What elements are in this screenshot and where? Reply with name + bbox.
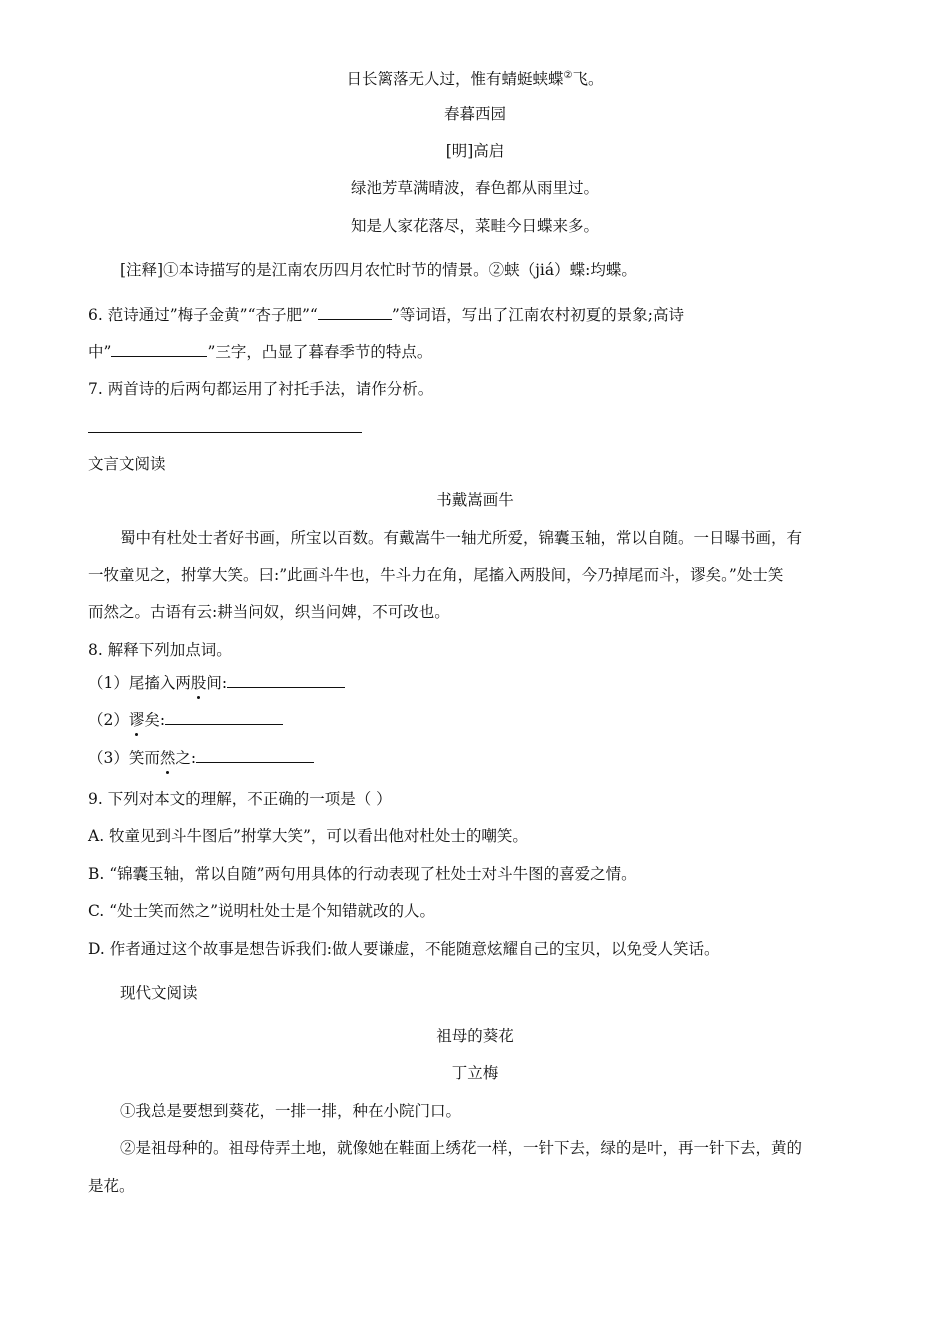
modern-paragraph-2-line1: ②是祖母种的。祖母侍弄土地，就像她在鞋面上绣花一样，一针下去，绿的是叶，再一针下去，黄的 [120,1139,803,1157]
classical-title: 书戴嵩画牛 [436,491,514,509]
classical-para-line3: 而然之。古语有云:耕当问奴，织当问婢，不可改也。 [88,603,450,621]
question-7: 7. 两首诗的后两句都运用了衬托手法，请作分析。 [88,380,434,398]
section-heading-modern: 现代文阅读 [120,984,198,1002]
question-6-line1: 6. 范诗通过”梅子金黄”“杏子肥”“ ”等词语，写出了江南农村初夏的景象;高诗 [88,306,684,324]
modern-title: 祖母的葵花 [436,1027,514,1045]
answer-blank[interactable] [318,304,392,320]
answer-blank[interactable] [111,341,207,357]
poem1-line: 日长篱落无人过，惟有蜻蜓蛱蝶②飞。 [346,70,604,88]
option-b[interactable]: B. “锦囊玉轴，常以自随”两句用具体的行动表现了杜处士对斗牛图的喜爱之情。 [88,865,637,883]
option-d[interactable]: D. 作者通过这个故事是想告诉我们:做人要谦虚，不能随意炫耀自己的宝贝，以免受人笑话。 [88,940,720,958]
answer-blank[interactable] [165,709,283,725]
dotted-word: 然 [159,749,176,767]
answer-blank[interactable] [196,747,314,763]
footnote-marker: ② [563,70,573,81]
classical-para-line2: 一牧童见之，拊掌大笑。曰:”此画斗牛也，牛斗力在角，尾搐入两股间，今乃掉尾而斗，谬矣。”处士笑 [88,566,784,584]
poem-note: [注释]①本诗描写的是江南农历四月农忙时节的情景。②蛱（jiá）蝶:均蝶。 [120,261,637,279]
answer-line[interactable] [88,432,362,433]
poem2-line1: 绿池芳草满晴波，春色都从雨里过。 [350,179,599,197]
poem2-title: 春暮西园 [443,105,506,123]
dotted-word: 谬 [128,711,145,729]
question-8: 8. 解释下列加点词。 [88,641,232,659]
question-8-item1: （1）尾搐入两股间: [88,672,345,693]
question-9: 9. 下列对本文的理解，不正确的一项是（ ） [88,790,392,808]
answer-blank[interactable] [227,672,345,688]
modern-paragraph-1: ①我总是要想到葵花，一排一排，种在小院门口。 [120,1102,462,1120]
classical-para-line1: 蜀中有杜处士者好书画，所宝以百数。有戴嵩牛一轴尤所爱，锦囊玉轴，常以自随。一日曝书画，有 [120,529,803,547]
question-6-line2: 中” ”三字，凸显了暮春季节的特点。 [88,343,433,361]
question-8-item2: （2）谬矣: [88,709,283,730]
modern-paragraph-2-line2: 是花。 [88,1177,135,1195]
poem2-line2: 知是人家花落尽，菜畦今日蝶来多。 [350,217,599,235]
modern-author: 丁立梅 [451,1064,499,1082]
option-a[interactable]: A. 牧童见到斗牛图后”拊掌大笑”，可以看出他对杜处士的嘲笑。 [88,827,528,845]
option-c[interactable]: C. “处士笑而然之”说明杜处士是个知错就改的人。 [88,902,436,920]
dotted-word: 股 [190,674,207,692]
poem2-author: [明]高启 [445,142,505,160]
section-heading-classical: 文言文阅读 [88,455,166,473]
question-8-item3: （3）笑而然之: [88,747,314,768]
